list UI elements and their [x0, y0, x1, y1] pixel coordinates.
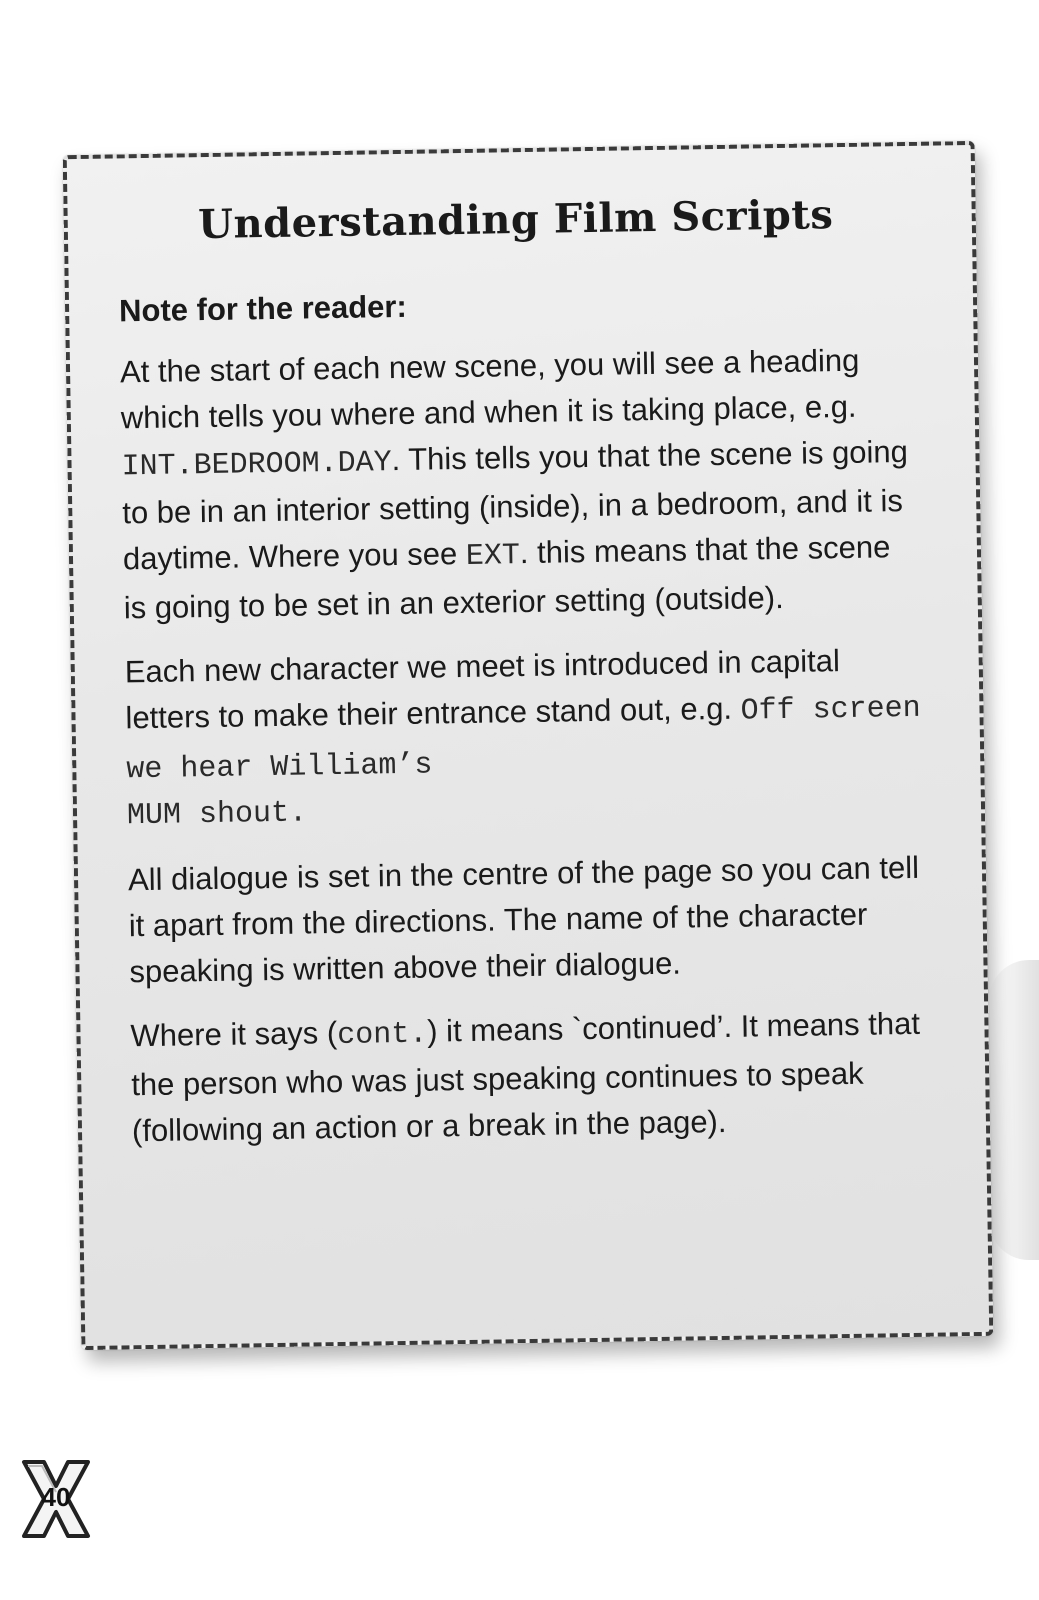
paragraph-characters: Each new character we meet is introduced in capital letters to make their entrance stand out, e.g. Off screen we hear William’s MUM shout.: [124, 637, 923, 839]
code-mum-shout: MUM shout.: [126, 796, 308, 834]
paragraph-continued: Where it says (cont.) it means `continued’. It means that the person who was just speaking continues to speak (following an action or a break in the page).: [130, 1005, 921, 1149]
code-cont: cont.: [336, 1017, 428, 1054]
page-number: 40: [41, 1482, 71, 1512]
paragraph-dialogue: All dialogue is set in the centre of the page so you can tell it apart from the directions. The name of the character speaking is written above their dialogue.: [127, 849, 920, 990]
note-card: [63, 141, 994, 1350]
paragraph-scene-headings: At the start of each new scene, you will see a heading which tells you where and when it is taking place, e.g. INT.BEDROOM.DAY. This tells you that the scene is going to be in an interior setting (inside), in a bedroom, and it is daytime. Where you see EXT. this means that the scene is going to be set in an exterior setting (outside).: [119, 342, 909, 626]
code-int-bedroom-day: INT.BEDROOM.DAY: [121, 446, 392, 485]
note-label: Note for the reader:: [118, 288, 408, 329]
code-ext: EXT: [465, 539, 521, 574]
page-badge: [20, 1458, 92, 1540]
page-title: Understanding Film Scripts: [197, 191, 834, 249]
page-edge-shadow: [989, 960, 1039, 1260]
note-card-panel: [63, 141, 994, 1350]
code-off-screen: Off screen we hear William’s: [126, 691, 921, 788]
